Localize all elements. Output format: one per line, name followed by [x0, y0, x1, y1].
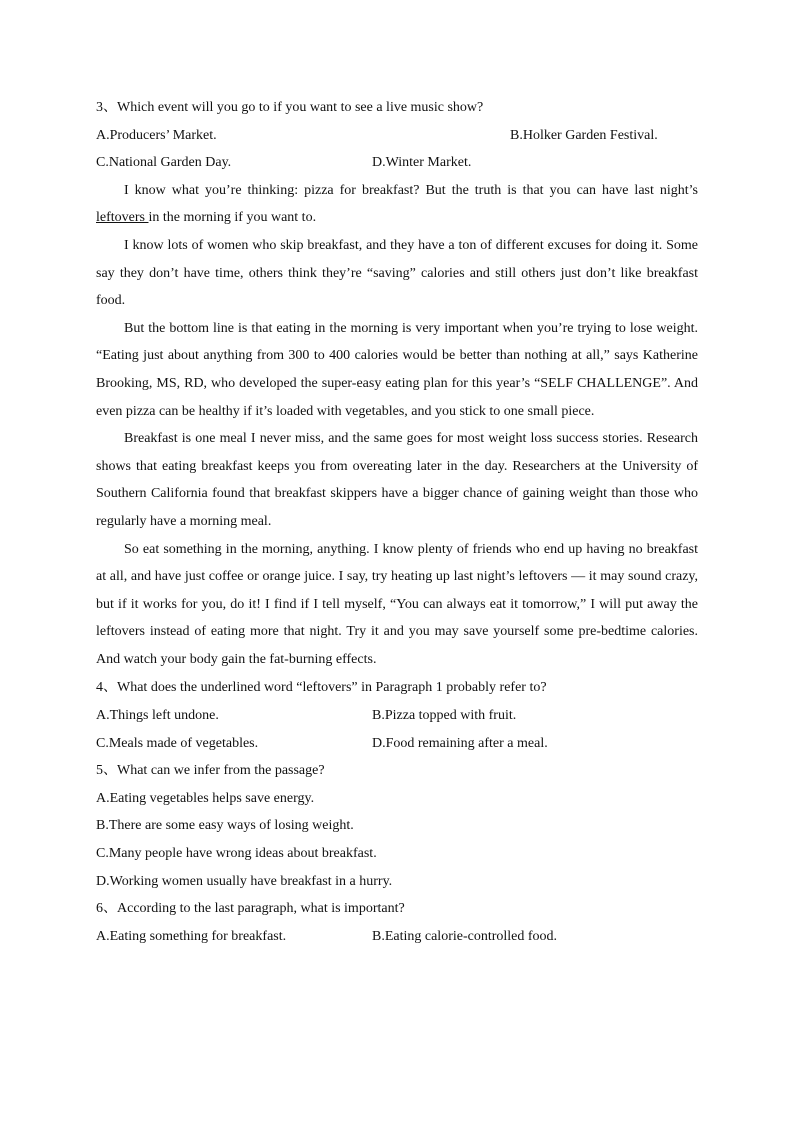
question-4-options-row-2: [96, 730, 698, 758]
question-4-option-a[interactable]: A.Things left undone.: [96, 708, 219, 724]
question-6-stem: 6、According to the last paragraph, what is important?: [96, 901, 405, 917]
question-3-option-c[interactable]: C.National Garden Day.: [96, 155, 232, 171]
document-page: [96, 94, 698, 950]
question-4-option-b[interactable]: B.Pizza topped with fruit.: [372, 708, 517, 724]
question-6-option-a[interactable]: A.Eating something for breakfast.: [96, 928, 287, 944]
underlined-word-leftovers: leftovers: [96, 210, 149, 226]
question-6-option-b[interactable]: B.Eating calorie-controlled food.: [372, 928, 558, 944]
passage-paragraph-2: I know lots of women who skip breakfast, and they have a ton of different excuses for doing it. Some say they don’t have time, others think they’re “saving” calories and still others just don’t like breakfast food.: [96, 237, 698, 309]
p1-text-after: in the morning if you want to.: [148, 210, 317, 226]
p1-text-before: I know what you’re thinking: pizza for breakfast? But the truth is that you can have last night’s: [124, 182, 698, 198]
question-3-stem: 3、Which event will you go to if you want to see a live music show?: [96, 100, 484, 115]
passage-paragraph-5: So eat something in the morning, anything. I know plenty of friends who end up having no breakfast at all, and have just coffee or orange juice. I say, try heating up last night’s leftovers — it may sound crazy, but if it works for you, do it! I find if I tell myself, “You can always eat it tomorrow,” I will put away the leftovers instead of eating more that night. Try it and you may save yourself some pre-bedtime calories. And watch your body gain the fat-burning effects.: [96, 541, 698, 667]
question-6-options-row-1: [96, 923, 698, 951]
question-3-option-b[interactable]: B.Holker Garden Festival.: [510, 127, 658, 143]
question-5-option-d[interactable]: D.Working women usually have breakfast in a hurry.: [96, 873, 393, 889]
question-3-options-row-2: [96, 149, 698, 177]
passage-paragraph-4: Breakfast is one meal I never miss, and the same goes for most weight loss success stories. Research shows that eating breakfast keeps you from overeating later in the day. Researchers at the University of Southern California found that breakfast skippers have a bigger chance of gaining weight than those who regularly have a morning meal.: [96, 431, 698, 529]
question-5-stem: 5、What can we infer from the passage?: [96, 763, 325, 779]
question-4-stem: 4、What does the underlined word “leftovers” in Paragraph 1 probably refer to?: [96, 680, 547, 696]
question-5-option-c[interactable]: C.Many people have wrong ideas about breakfast.: [96, 846, 377, 862]
question-3-option-d[interactable]: D.Winter Market.: [372, 155, 472, 171]
question-3-option-a[interactable]: A.Producers’ Market.: [96, 127, 217, 143]
question-3-options-row-1: [96, 122, 698, 150]
passage-paragraph-3: But the bottom line is that eating in the morning is very important when you’re trying to lose weight. “Eating just about anything from 300 to 400 calories would be better than nothing at all,” says Katherine Brooking, MS, RD, who developed the super-easy eating plan for this year’s “SELF CHALLENGE”. And even pizza can be healthy if it’s loaded with vegetables, and you stick to one small piece.: [96, 320, 698, 419]
question-5-option-b[interactable]: B.There are some easy ways of losing weight.: [96, 818, 354, 834]
question-4-option-c[interactable]: C.Meals made of vegetables.: [96, 735, 259, 751]
passage-paragraph-1: [96, 177, 698, 232]
question-5-option-a[interactable]: A.Eating vegetables helps save energy.: [96, 790, 315, 806]
question-4-option-d[interactable]: D.Food remaining after a meal.: [372, 735, 548, 751]
question-4-options-row-1: [96, 702, 698, 730]
